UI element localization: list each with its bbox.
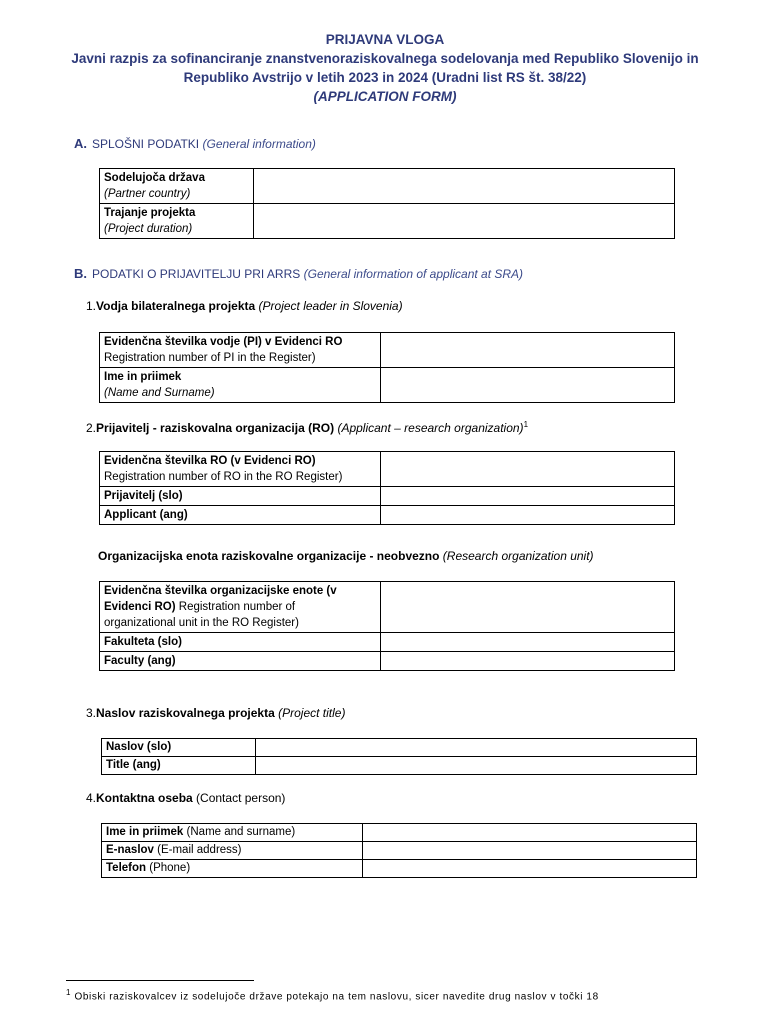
subsection-2-heading [86,420,528,435]
project-duration-label: Trajanje projekta [104,207,196,219]
subsection-4-title: Kontaktna oseba [96,791,193,805]
contact-email-hint: (E-mail address) [157,844,242,856]
general-info-table [99,168,675,239]
partner-country-hint: (Partner country) [104,188,191,200]
contact-phone-field[interactable] [363,860,697,878]
applicant-ang-field[interactable] [381,506,675,525]
faculty-ang-label: Faculty (ang) [100,652,381,671]
contact-phone-label-cell [102,860,363,878]
title-ang-label: Title (ang) [102,757,256,775]
applicant-table [99,451,675,525]
pi-name-label-cell [100,368,381,403]
subsection-4-hint: (Contact person) [196,791,286,805]
contact-name-label-cell [102,824,363,842]
call-title-line2: Republiko Avstrijo v letih 2023 in 2024 (Uradni list RS št. 38/22) [183,70,587,85]
unit-registration-hint-cont: organizational unit in the RO Register) [104,617,299,629]
contact-email-label: E-naslov [106,844,154,856]
contact-name-field[interactable] [363,824,697,842]
contact-email-label-cell [102,842,363,860]
subsection-4-number: 4. [86,791,97,805]
footnote-number: 1 [66,988,72,997]
section-a-title: SPLOŠNI PODATKI [92,137,200,151]
partner-country-label-cell [100,169,254,204]
form-title: PRIJAVNA VLOGA [325,32,445,47]
subsection-1-title: Vodja bilateralnega projekta [96,299,256,313]
pi-registration-label: Evidenčna številka vodje (PI) v Evidenci RO [104,336,343,348]
table-row [102,824,697,842]
pi-registration-field[interactable] [381,333,675,368]
table-row [102,842,697,860]
table-row [100,333,675,368]
contact-phone-hint: (Phone) [149,862,191,874]
section-a-hint: (General information) [202,137,316,151]
call-title-line1: Javni razpis za sofinanciranje znanstvenoraziskovalnega sodelovanja med Republiko Slovenijo in [71,51,699,66]
section-b-letter: B. [74,266,87,281]
project-duration-label-cell [100,204,254,239]
subsection-4-heading [86,791,285,805]
ro-registration-field[interactable] [381,452,675,487]
pi-name-label: Ime in priimek [104,371,182,383]
table-row [100,652,675,671]
subsection-1-number: 1. [86,299,97,313]
faculty-ang-field[interactable] [381,652,675,671]
subsection-3-number: 3. [86,706,97,720]
org-unit-heading [98,549,594,563]
partner-country-label: Sodelujoča država [104,172,205,184]
project-title-table [101,738,697,775]
unit-registration-label-cont: Evidenci RO) [104,601,176,613]
applicant-slo-field[interactable] [381,487,675,506]
subsection-2-number: 2. [86,421,97,435]
subsection-1-heading [86,299,403,313]
table-row [102,757,697,775]
section-b-title: PODATKI O PRIJAVITELJU PRI ARRS [92,267,301,281]
table-row [100,368,675,403]
title-ang-field[interactable] [256,757,697,775]
subsection-3-title: Naslov raziskovalnega projekta [96,706,275,720]
contact-email-field[interactable] [363,842,697,860]
form-label-english: (APPLICATION FORM) [313,89,457,104]
table-row [100,633,675,652]
footnote-separator [66,980,254,981]
footnote-text: Obiski raziskovalcev iz sodelujoče države potekajo na tem naslovu, sicer navedite drug naslov v točki 18 [74,991,599,1003]
section-b-hint: (General information of applicant at SRA) [303,267,524,281]
project-duration-field[interactable] [254,204,675,239]
table-row [100,452,675,487]
faculty-slo-label: Fakulteta (slo) [100,633,381,652]
unit-registration-field[interactable] [381,582,675,633]
footnote [66,988,599,1002]
document-header [40,30,730,106]
subsection-3-heading [86,706,345,720]
subsection-1-hint: (Project leader in Slovenia) [258,299,403,313]
contact-phone-label: Telefon [106,862,147,874]
unit-registration-label-cell [100,582,381,633]
ro-registration-hint: Registration number of RO in the RO Register) [104,471,343,483]
ro-registration-label: Evidenčna številka RO (v Evidenci RO) [104,455,316,467]
subsection-2-hint: (Applicant – research organization) [337,421,524,435]
contact-name-hint: (Name and surname) [186,826,296,838]
title-slo-field[interactable] [256,739,697,757]
contact-person-table [101,823,697,878]
section-a-heading [74,136,316,151]
pi-name-field[interactable] [381,368,675,403]
table-row [100,506,675,525]
footnote-ref: 1 [523,420,529,429]
org-unit-title: Organizacijska enota raziskovalne organizacije - neobvezno [98,549,440,563]
pi-registration-label-cell [100,333,381,368]
table-row [100,169,675,204]
table-row [102,739,697,757]
contact-name-label: Ime in priimek [106,826,184,838]
section-b-heading [74,266,523,281]
table-row [102,860,697,878]
faculty-slo-field[interactable] [381,633,675,652]
subsection-2-title: Prijavitelj - raziskovalna organizacija (RO) [96,421,335,435]
org-unit-table [99,581,675,671]
subsection-3-hint: (Project title) [278,706,346,720]
pi-name-hint: (Name and Surname) [104,387,215,399]
table-row [100,204,675,239]
project-duration-hint: (Project duration) [104,223,193,235]
table-row [100,487,675,506]
org-unit-hint: (Research organization unit) [442,549,594,563]
unit-registration-hint: Registration number of [178,601,296,613]
project-leader-table [99,332,675,403]
table-row [100,582,675,633]
pi-registration-hint: Registration number of PI in the Register) [104,352,316,364]
unit-registration-label: Evidenčna številka organizacijske enote (v [104,585,337,597]
title-slo-label: Naslov (slo) [102,739,256,757]
ro-registration-label-cell [100,452,381,487]
applicant-slo-label: Prijavitelj (slo) [100,487,381,506]
applicant-ang-label: Applicant (ang) [100,506,381,525]
section-a-letter: A. [74,136,87,151]
partner-country-field[interactable] [254,169,675,204]
